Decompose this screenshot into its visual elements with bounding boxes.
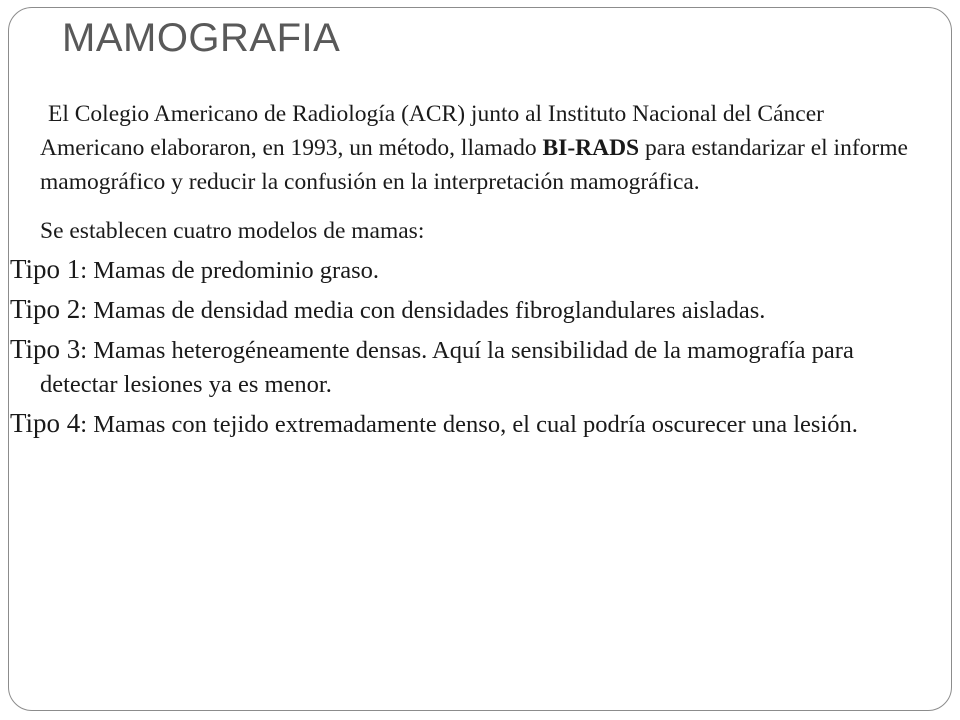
tipo-4-text: : Mamas con tejido extremadamente denso, el cual podría oscurecer una lesión. <box>80 411 858 438</box>
slide-title: MAMOGRAFIA <box>62 16 341 60</box>
tipo-2-text: : Mamas de densidad media con densidades fibroglandulares aisladas. <box>80 297 766 324</box>
intro-paragraph <box>40 97 910 199</box>
intro-text-2: para estandarizar el informe mamográfico y reducir la confusión en la interpretación mamográfica. <box>40 135 908 195</box>
intro-text-1: El Colegio Americano de Radiología (ACR) junto al Instituto Nacional del Cáncer Americano elaboraron, en 1993, un método, llamado <box>40 101 824 161</box>
tipo-3-label: Tipo 3 <box>10 334 81 364</box>
tipo-1-text: : Mamas de predominio graso. <box>80 257 379 284</box>
tipo-3-text: : Mamas heterogéneamente densas. Aquí la sensibilidad de la mamografía para detectar lesiones ya es menor. <box>40 337 854 398</box>
tipo-3-item <box>10 332 910 402</box>
tipo-4-item <box>10 406 910 442</box>
slide-body <box>10 97 910 442</box>
tipo-2-item <box>10 292 910 328</box>
lead-sentence: Se establecen cuatro modelos de mamas: <box>40 218 425 244</box>
tipo-4-label: Tipo 4 <box>10 408 81 438</box>
tipo-1-item <box>10 252 910 288</box>
tipo-1-label: Tipo 1 <box>10 254 81 284</box>
tipo-2-label: Tipo 2 <box>10 294 81 324</box>
intro-bold-birads: BI-RADS <box>542 135 640 161</box>
